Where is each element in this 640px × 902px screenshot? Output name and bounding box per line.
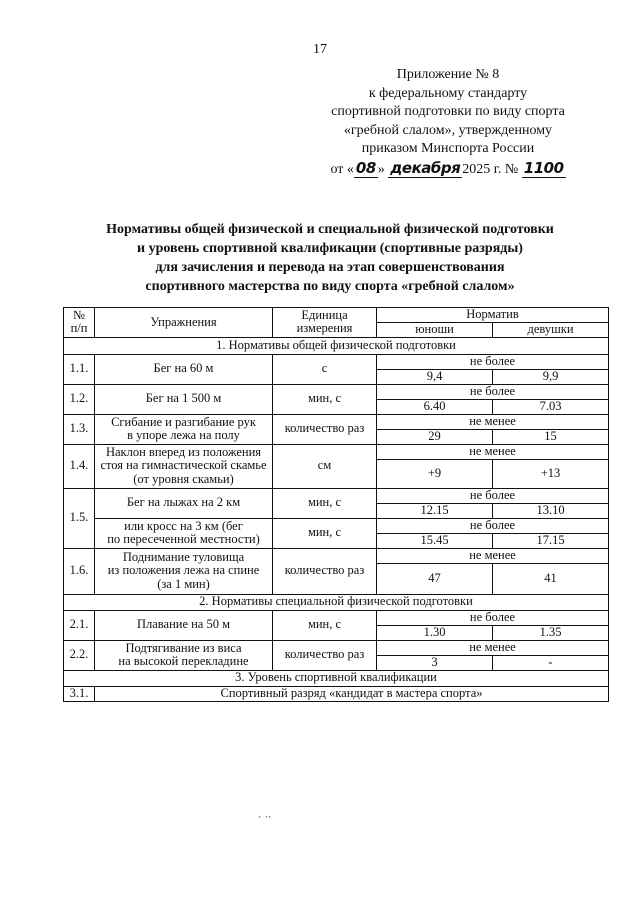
table-row: 1.6. Поднимание туловища из положения лежа на спине (за 1 мин) количество раз не менее: [64, 548, 609, 563]
header-unit: Единица измерения: [273, 308, 377, 338]
appendix-block: [298, 66, 598, 180]
table-row: 3.1. Спортивный разряд «кандидат в мастера спорта»: [64, 686, 609, 701]
section-header: 1. Нормативы общей физической подготовки: [64, 337, 609, 354]
table-row: 2.1. Плавание на 50 м мин, с не более: [64, 610, 609, 625]
header-norm: Норматив: [377, 308, 609, 323]
title-line: и уровень спортивной квалификации (спортивные разряды): [137, 241, 523, 256]
order-date-line: [298, 159, 598, 180]
page-number: 17: [313, 42, 327, 57]
appendix-line: Приложение № 8: [396, 67, 500, 82]
header-num: № п/п: [64, 308, 95, 338]
table-row: 1.4. Наклон вперед из положения стоя на гимнастической скамье (от уровня скамьи) см не менее: [64, 444, 609, 459]
section-header: 3. Уровень спортивной квалификации: [64, 670, 609, 686]
appendix-line: приказом Минспорта России: [361, 141, 535, 157]
header-boys: юноши: [377, 323, 493, 338]
date-year: 2025 г. №: [462, 161, 519, 177]
handwritten-order-number: 1100: [523, 158, 564, 177]
table-row: 2.2. Подтягивание из виса на высокой перекладине количество раз не менее: [64, 640, 609, 655]
header-girls: девушки: [493, 323, 609, 338]
table-row: 1.2. Бег на 1 500 м мин, с не более: [64, 384, 609, 399]
table-row: или кросс на 3 км (бег по пересеченной местности) мин, с не более: [64, 518, 609, 533]
title-line: Нормативы общей физической и специальной физической подготовки: [106, 222, 554, 237]
appendix-line: к федеральному стандарту: [368, 85, 528, 101]
table-row: 1.3. Сгибание и разгибание рук в упоре лежа на полу количество раз не менее: [64, 414, 609, 429]
handwritten-month: декабря: [390, 158, 461, 177]
table-row: 1.5. Бег на лыжах на 2 км мин, с не более: [64, 488, 609, 503]
document-title: [60, 220, 600, 296]
title-line: спортивного мастерства по виду спорта «гребной слалом»: [145, 279, 515, 294]
appendix-line: спортивной подготовки по виду спорта: [331, 104, 565, 120]
date-mid: »: [377, 161, 385, 177]
title-line: для зачисления и перевода на этап совершенствования: [155, 260, 505, 275]
norms-table: № п/п Упражнения Единица измерения Норматив юноши девушки 1. Нормативы общей физической подготовки 1.1. Бег на 60 м с не более 9,4 9,9 1.2. Бег на 1 500 м мин, с не более 6.40 7.03 1.3. Сгибание и разгибание рук в упоре лежа на полу количество раз не менее 29 15 1.4. Наклон вперед из положения стоя на гимнастической скамье (от уровня скамьи) см не менее +9 +13 1.5. Бег на лыжах на 2 км мин, с не более 12.15 13.10 или кросс на 3 км (бег по пересеченной местности) мин, с не более 15.45 17.15 1.6. Поднимание туловища из положения лежа на спине (за 1 мин) количество раз не менее 47 41 2. Нормативы специальной физической подготовки 2.1. Плавание на 50 м мин, с не более 1.30 1.35 2.2. Подтягивание из виса на высокой перекладине количество раз не менее 3 - 3. Уровень спортивной квалификации 3.1. Спортивный разряд «кандидат в мастера спорта»: [63, 307, 609, 702]
date-prefix: от «: [330, 161, 354, 177]
appendix-line: «гребной слалом», утвержденному: [343, 122, 553, 138]
section-header: 2. Нормативы специальной физической подготовки: [64, 594, 609, 610]
table-row: 1.1. Бег на 60 м с не более: [64, 354, 609, 369]
handwritten-day: 08: [355, 158, 376, 177]
faint-mark: ⸱ ⸱⸱: [258, 810, 272, 824]
header-exercise: Упражнения: [95, 308, 273, 338]
